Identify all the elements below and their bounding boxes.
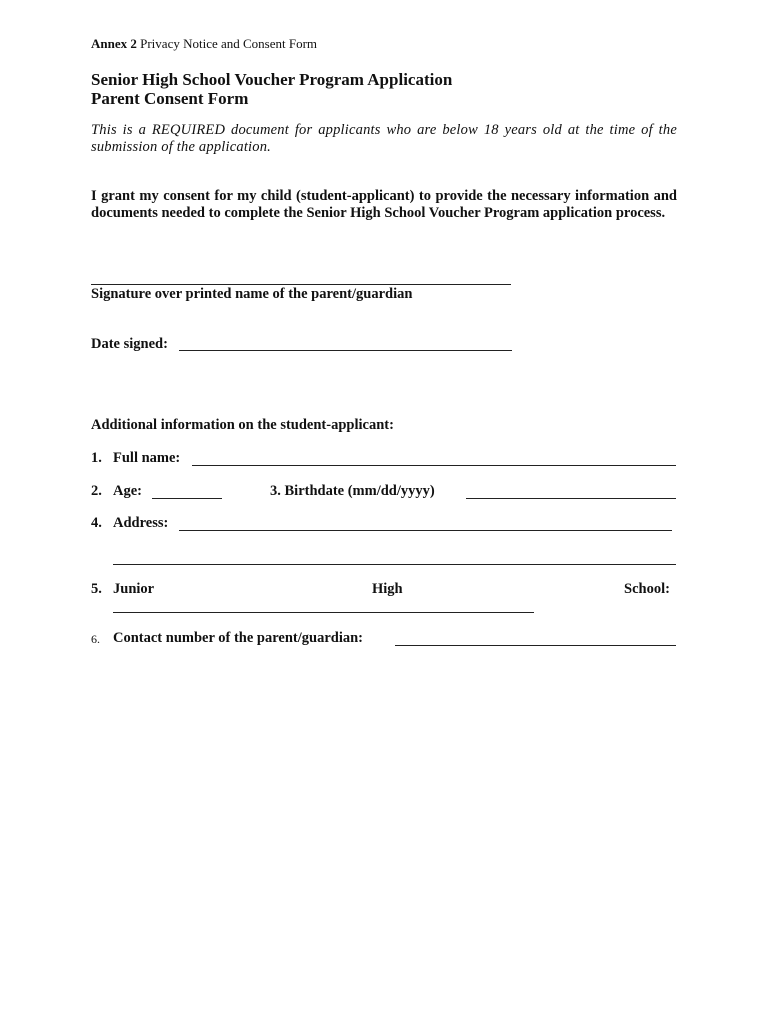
jhs-word-high: High: [372, 581, 403, 597]
field-number-5: 5.: [91, 581, 102, 597]
age-label: Age:: [113, 483, 142, 499]
jhs-word-school: School:: [624, 581, 670, 597]
field-number-6: 6.: [91, 632, 100, 646]
intro-paragraph: This is a REQUIRED document for applicants who are below 18 years old at the time of the submission of the application.: [91, 122, 677, 155]
annex-header: [91, 36, 317, 52]
signature-label: Signature over printed name of the parent/guardian: [91, 286, 413, 302]
title-line-1: Senior High School Voucher Program Application: [91, 70, 453, 89]
annex-label: Annex 2: [91, 36, 137, 51]
annex-text: Privacy Notice and Consent Form: [140, 36, 318, 51]
contact-line[interactable]: [395, 645, 676, 646]
consent-paragraph: I grant my consent for my child (student-applicant) to provide the necessary information and documents needed to complete the Senior High School Voucher Program application process.: [91, 188, 677, 221]
signature-line[interactable]: [91, 284, 511, 285]
jhs-word-junior: Junior: [113, 581, 155, 597]
date-signed-line[interactable]: [179, 350, 512, 351]
title-line-2: Parent Consent Form: [91, 89, 249, 108]
date-signed-label: Date signed:: [91, 336, 168, 352]
field-number-1: 1.: [91, 450, 102, 466]
jhs-line[interactable]: [113, 612, 534, 613]
address-line-1[interactable]: [179, 530, 672, 531]
additional-info-heading: Additional information on the student-applicant:: [91, 417, 394, 433]
contact-label: Contact number of the parent/guardian:: [113, 630, 363, 646]
age-line[interactable]: [152, 498, 222, 499]
address-label: Address:: [113, 515, 169, 531]
field-number-2: 2.: [91, 483, 102, 499]
address-line-2[interactable]: [113, 564, 676, 565]
birthdate-label: 3. Birthdate (mm/dd/yyyy): [270, 483, 435, 499]
form-title: [91, 70, 452, 108]
full-name-line[interactable]: [192, 465, 676, 466]
full-name-label: Full name:: [113, 450, 181, 466]
field-number-4: 4.: [91, 515, 102, 531]
birthdate-line[interactable]: [466, 498, 676, 499]
